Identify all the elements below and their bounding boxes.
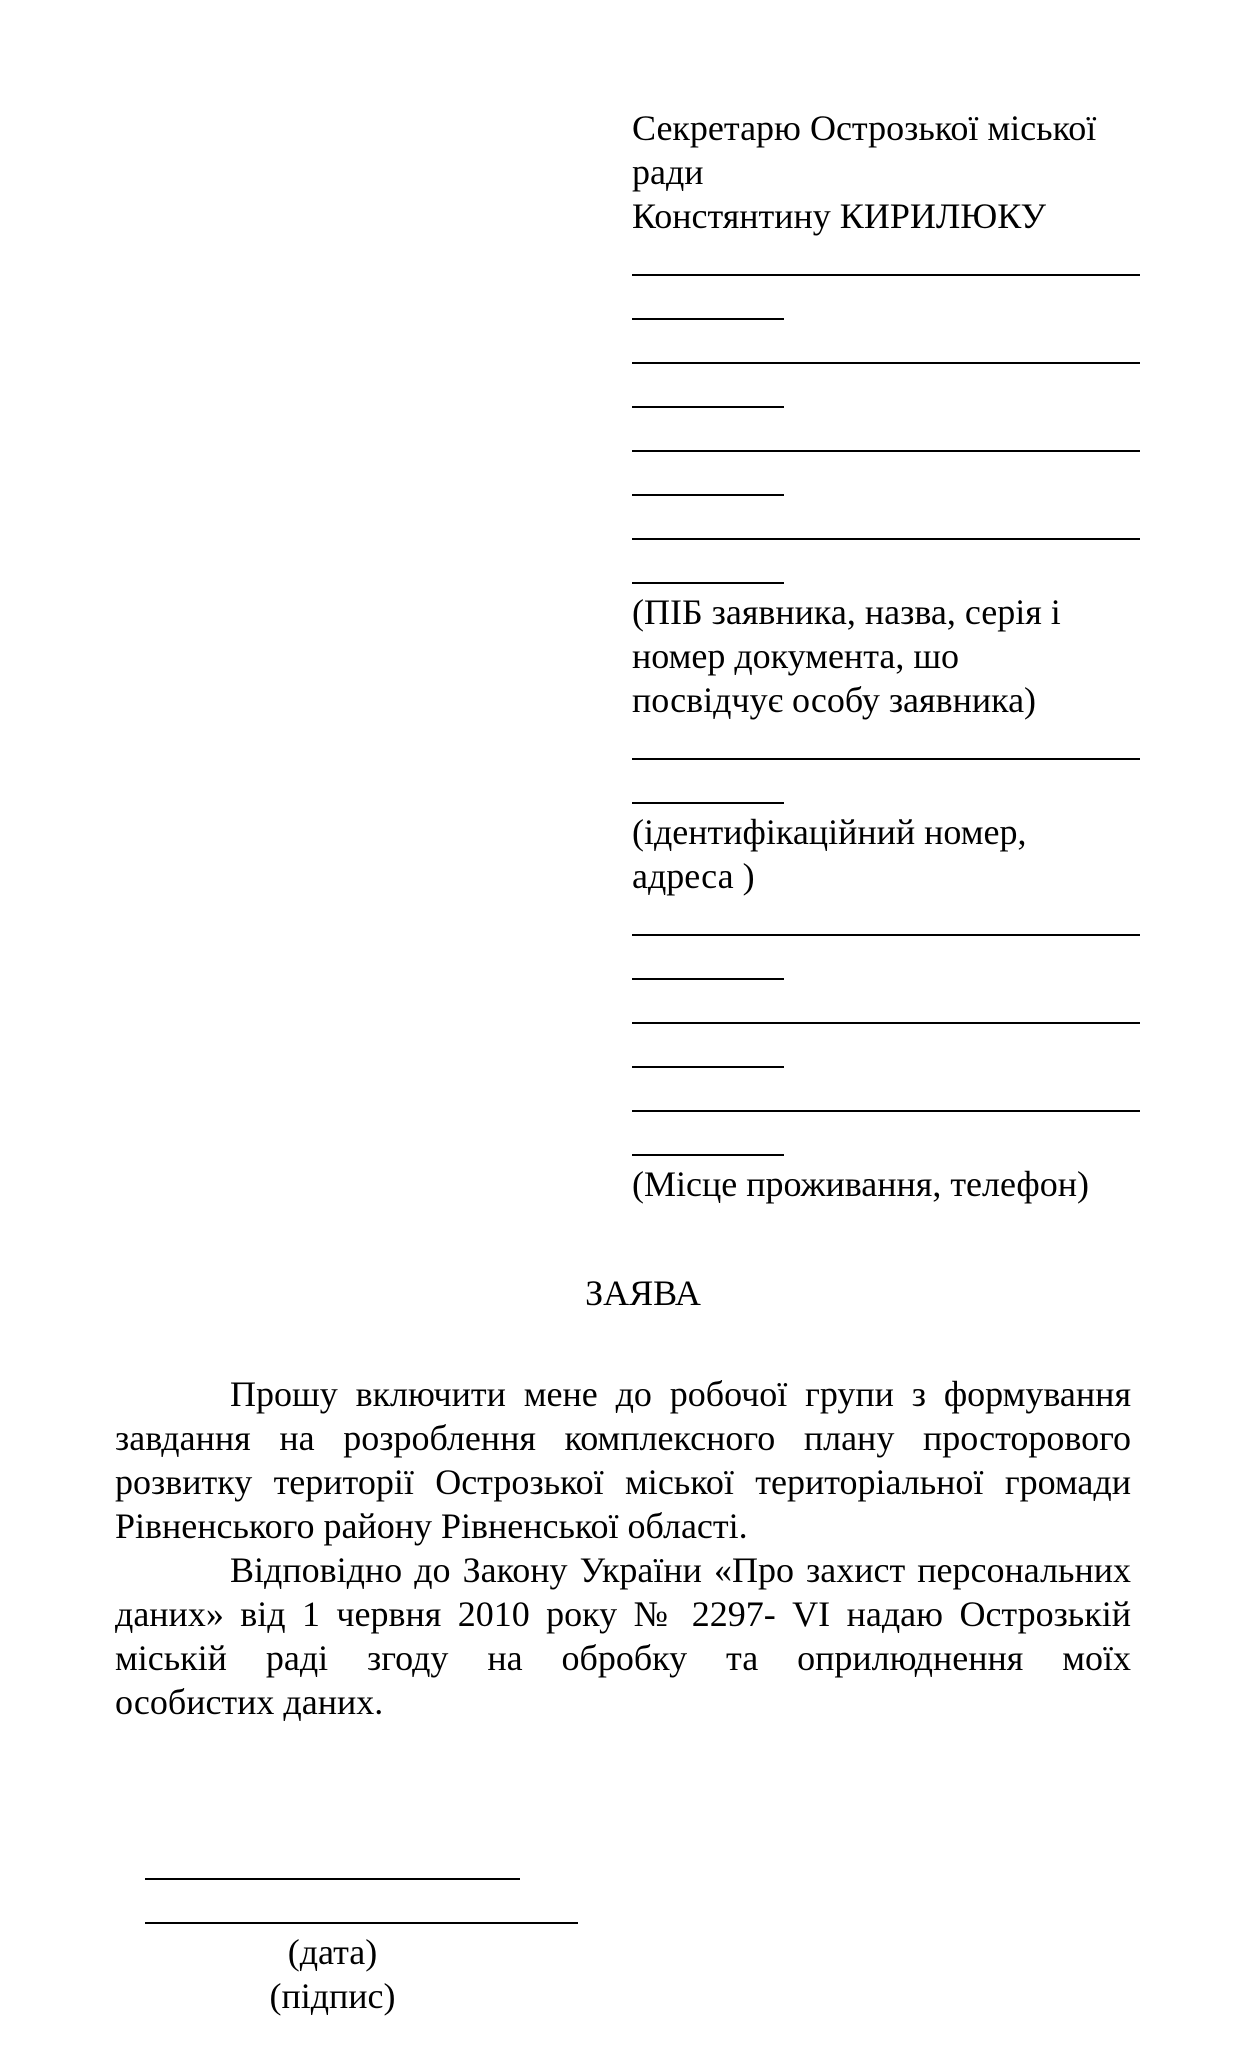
- body-paragraph-1-line: завдання на розроблення комплексного плану просторового: [115, 1418, 1131, 1458]
- date-caption: (дата): [287, 1932, 378, 1972]
- underscore-line: [632, 934, 1140, 936]
- underscore-line: [632, 1066, 784, 1068]
- addressee-line: Секретарю Острозької міської: [632, 108, 1097, 148]
- blank-field-rule: [632, 238, 1146, 282]
- underscore-line: [632, 318, 784, 320]
- body-paragraph-2-line: особистих даних.: [115, 1682, 384, 1722]
- underscore-line: [632, 450, 1140, 452]
- addressee-block: [632, 106, 1146, 1206]
- signature-blank-field: [145, 1886, 585, 1930]
- signature-underscore-line: [145, 1922, 578, 1924]
- blank-field-rule: [632, 502, 1146, 546]
- blank-field-rule: [632, 282, 1146, 326]
- date-underscore-line: [145, 1878, 520, 1880]
- body-paragraph-1-line: Рівненського району Рівненської області.: [115, 1506, 748, 1546]
- body-paragraph-2-line: даних» від 1 червня 2010 року № 2297- VI надаю Острозькій: [115, 1594, 1131, 1634]
- blank-field-rule: [632, 458, 1146, 502]
- blank-field-rule: [632, 1074, 1146, 1118]
- blank-field-rule: [632, 370, 1146, 414]
- addressee-line: ради: [632, 152, 704, 192]
- blank-field-rule: [632, 326, 1146, 370]
- underscore-line: [632, 406, 784, 408]
- field-caption: посвідчує особу заявника): [632, 680, 1037, 720]
- underscore-line: [632, 758, 1140, 760]
- blank-field-rule: [632, 986, 1146, 1030]
- underscore-line: [632, 978, 784, 980]
- field-caption: (ідентифікаційний номер,: [632, 812, 1027, 852]
- underscore-line: [632, 538, 1140, 540]
- blank-field-rule: [632, 1118, 1146, 1162]
- addressee-line: Констянтину КИРИЛЮКУ: [632, 196, 1047, 236]
- underscore-line: [632, 1110, 1140, 1112]
- underscore-line: [632, 1022, 1140, 1024]
- signature-block: [145, 1842, 585, 2018]
- underscore-line: [632, 274, 1140, 276]
- blank-field-rule: [632, 1030, 1146, 1074]
- signature-caption: (підпис): [269, 1976, 396, 2016]
- body-paragraph-1-line: розвитку території Острозької міської територіальної громади: [115, 1462, 1131, 1502]
- underscore-line: [632, 362, 1140, 364]
- blank-field-rule: [632, 898, 1146, 942]
- blank-field-rule: [632, 414, 1146, 458]
- field-caption: (ПІБ заявника, назва, серія і: [632, 592, 1061, 632]
- underscore-line: [632, 582, 784, 584]
- underscore-line: [632, 802, 784, 804]
- blank-field-rule: [632, 766, 1146, 810]
- field-caption: адреса ): [632, 856, 755, 896]
- body-paragraph-1-line: Прошу включити мене до робочої групи з формування: [230, 1374, 1131, 1414]
- blank-field-rule: [632, 546, 1146, 590]
- underscore-line: [632, 494, 784, 496]
- body-paragraph-2-line: Відповідно до Закону України «Про захист персональних: [230, 1550, 1131, 1590]
- date-blank-field: [145, 1842, 585, 1886]
- application-title: ЗАЯВА: [585, 1273, 701, 1313]
- underscore-line: [632, 1154, 784, 1156]
- field-caption: номер документа, шо: [632, 636, 960, 676]
- blank-field-rule: [632, 942, 1146, 986]
- blank-field-rule: [632, 722, 1146, 766]
- body-paragraph-2-line: міській раді згоду на обробку та оприлюднення моїх: [115, 1638, 1131, 1678]
- application-body: [115, 1372, 1131, 1724]
- field-caption: (Місце проживання, телефон): [632, 1164, 1089, 1204]
